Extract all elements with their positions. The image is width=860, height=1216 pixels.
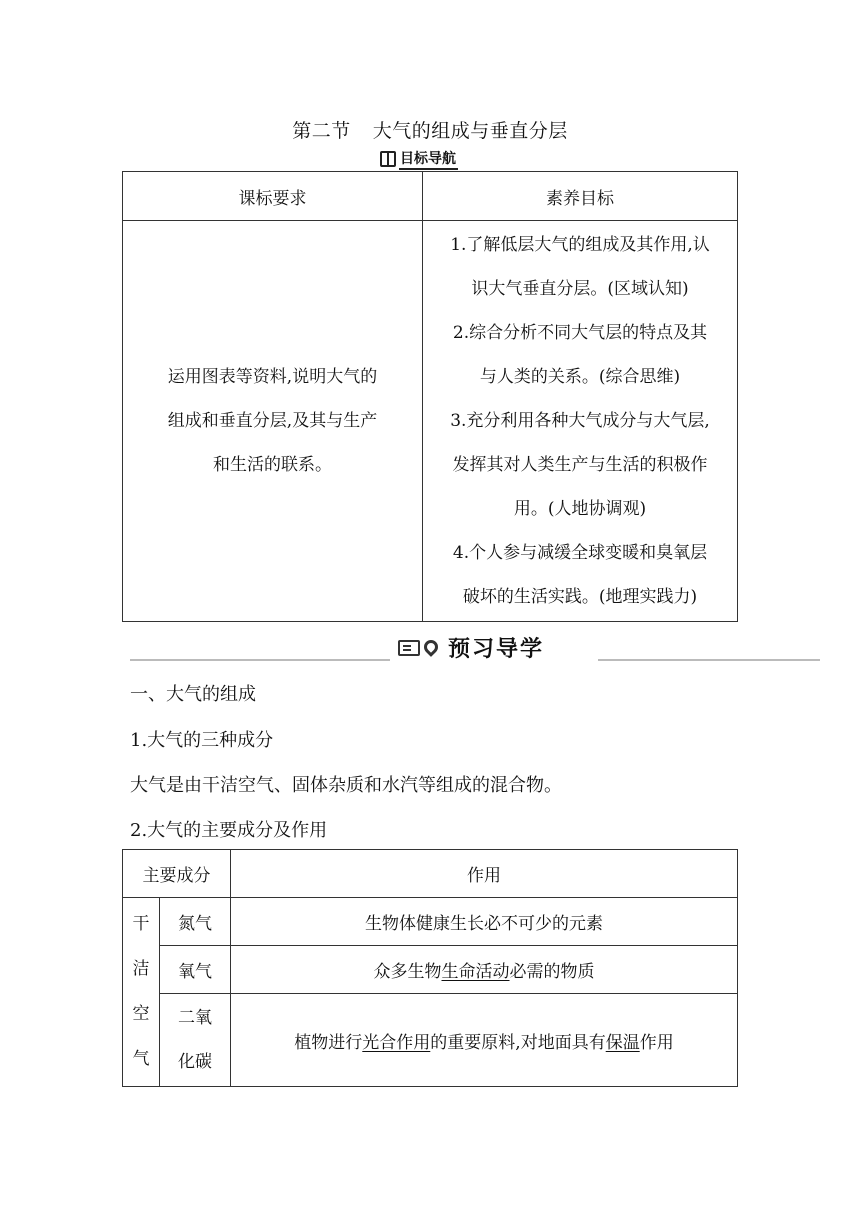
component-name: 氮气	[160, 898, 231, 946]
effect-text: 植物进行	[294, 1032, 363, 1053]
component-name	[160, 994, 231, 1087]
newspaper-icon	[398, 640, 420, 656]
group-char: 气	[132, 1049, 150, 1069]
book-icon	[380, 151, 396, 167]
page-title	[0, 116, 860, 143]
goal-navigation-label: 目标导航	[399, 148, 458, 170]
paragraph-composition: 大气是由干洁空气、固体杂质和水汽等组成的混合物。	[130, 775, 562, 796]
requirement-line: 和生活的联系。	[213, 455, 332, 475]
effect-text: 的重要原料,对地面具有	[430, 1032, 606, 1053]
objective-line: 破坏的生活实践。(地理实践力)	[462, 587, 698, 607]
location-pin-icon	[421, 637, 441, 657]
requirement-cell	[123, 221, 423, 622]
group-char: 洁	[132, 959, 150, 979]
header-effect: 作用	[231, 850, 738, 898]
component-effect	[231, 994, 738, 1087]
effect-underlined: 生命活动	[441, 962, 510, 982]
objective-line: 2.综合分析不同大气层的特点及其	[452, 323, 708, 343]
effect-underlined: 保温	[605, 1032, 640, 1053]
banner-divider-right	[598, 659, 820, 661]
objective-line: 3.充分利用各种大气成分与大气层,	[450, 411, 710, 431]
header-requirement: 课标要求	[123, 172, 423, 221]
objective-line: 发挥其对人类生产与生活的积极作	[452, 455, 708, 475]
effect-underlined: 光合作用	[362, 1032, 431, 1053]
group-char: 空	[132, 1004, 150, 1024]
subheading-components: 1.大气的三种成分	[130, 730, 274, 751]
banner-divider-left	[130, 659, 390, 661]
effect-text: 必需的物质	[509, 962, 595, 982]
effect-text: 众多生物	[373, 962, 442, 982]
banner-text: 预习导学	[448, 637, 545, 662]
preview-banner	[130, 632, 820, 662]
component-name: 氧气	[160, 946, 231, 994]
goal-navigation-badge	[380, 148, 458, 170]
dry-air-group-cell	[123, 898, 160, 1087]
banner-label	[398, 632, 544, 663]
goal-table	[122, 171, 738, 622]
header-main-component: 主要成分	[123, 850, 231, 898]
section-heading: 一、大气的组成	[130, 684, 256, 705]
group-char: 干	[132, 914, 150, 934]
objective-line: 与人类的关系。(综合思维)	[479, 367, 681, 387]
effect-text: 作用	[639, 1032, 674, 1053]
objective-line: 用。(人地协调观)	[513, 499, 647, 519]
objective-line: 识大气垂直分层。(区域认知)	[471, 279, 689, 299]
section-name: 大气的组成与垂直分层	[372, 120, 568, 142]
requirement-line: 组成和垂直分层,及其与生产	[167, 411, 378, 431]
section-number: 第二节	[292, 120, 351, 142]
component-effect	[231, 946, 738, 994]
component-name-line: 化碳	[178, 1052, 212, 1072]
objective-line: 4.个人参与减缓全球变暖和臭氧层	[452, 543, 708, 563]
component-effect: 生物体健康生长必不可少的元素	[231, 898, 738, 946]
subheading-main-components: 2.大气的主要成分及作用	[130, 820, 328, 841]
components-table	[122, 849, 738, 1087]
component-name-line: 二氧	[178, 1008, 212, 1028]
objective-line: 1.了解低层大气的组成及其作用,认	[450, 235, 710, 255]
header-objective: 素养目标	[423, 172, 738, 221]
objective-cell	[423, 221, 738, 622]
requirement-line: 运用图表等资料,说明大气的	[167, 367, 378, 387]
